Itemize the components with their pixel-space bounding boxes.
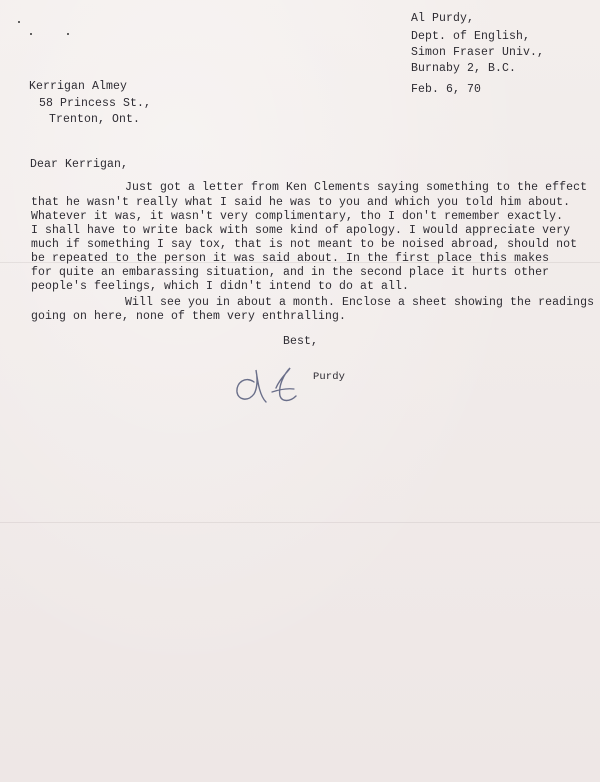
body-line: Just got a letter from Ken Clements saying something to the effect — [125, 181, 588, 194]
handwritten-signature — [232, 362, 312, 408]
signature-name: Purdy — [313, 371, 346, 383]
sender-city: Burnaby 2, B.C. — [411, 62, 517, 75]
sender-name: Al Purdy, — [411, 12, 475, 25]
body-line: going on here, none of them very enthralling. — [31, 310, 347, 323]
closing: Best, — [283, 335, 319, 348]
body-line: that he wasn't really what I said he was to you and which you told him about. — [31, 196, 571, 209]
body-line: for quite an embarassing situation, and in the second place it hurts other — [31, 266, 550, 279]
paper-speck — [30, 33, 32, 35]
body-line: be repeated to the person it was said about. In the first place this makes — [31, 252, 550, 265]
salutation: Dear Kerrigan, — [30, 158, 129, 171]
recipient-name: Kerrigan Almey — [29, 80, 128, 93]
body-line: much if something I say tox, that is not meant to be noised abroad, should not — [31, 238, 578, 251]
body-line: people's feelings, which I didn't intend to do at all. — [31, 280, 410, 293]
recipient-street: 58 Princess St., — [39, 97, 152, 110]
body-line: Will see you in about a month. Enclose a sheet showing the readings — [125, 296, 595, 309]
sender-dept: Dept. of English, — [411, 30, 531, 43]
letter-date: Feb. 6, 70 — [411, 83, 482, 96]
sender-university: Simon Fraser Univ., — [411, 46, 545, 59]
body-line: Whatever it was, it wasn't very complimentary, tho I don't remember exactly. — [31, 210, 564, 223]
paper-speck — [18, 21, 20, 23]
paper-fold — [0, 522, 600, 523]
recipient-city: Trenton, Ont. — [49, 113, 141, 126]
body-line: I shall have to write back with some kind of apology. I would appreciate very — [31, 224, 571, 237]
paper-speck — [67, 33, 69, 35]
